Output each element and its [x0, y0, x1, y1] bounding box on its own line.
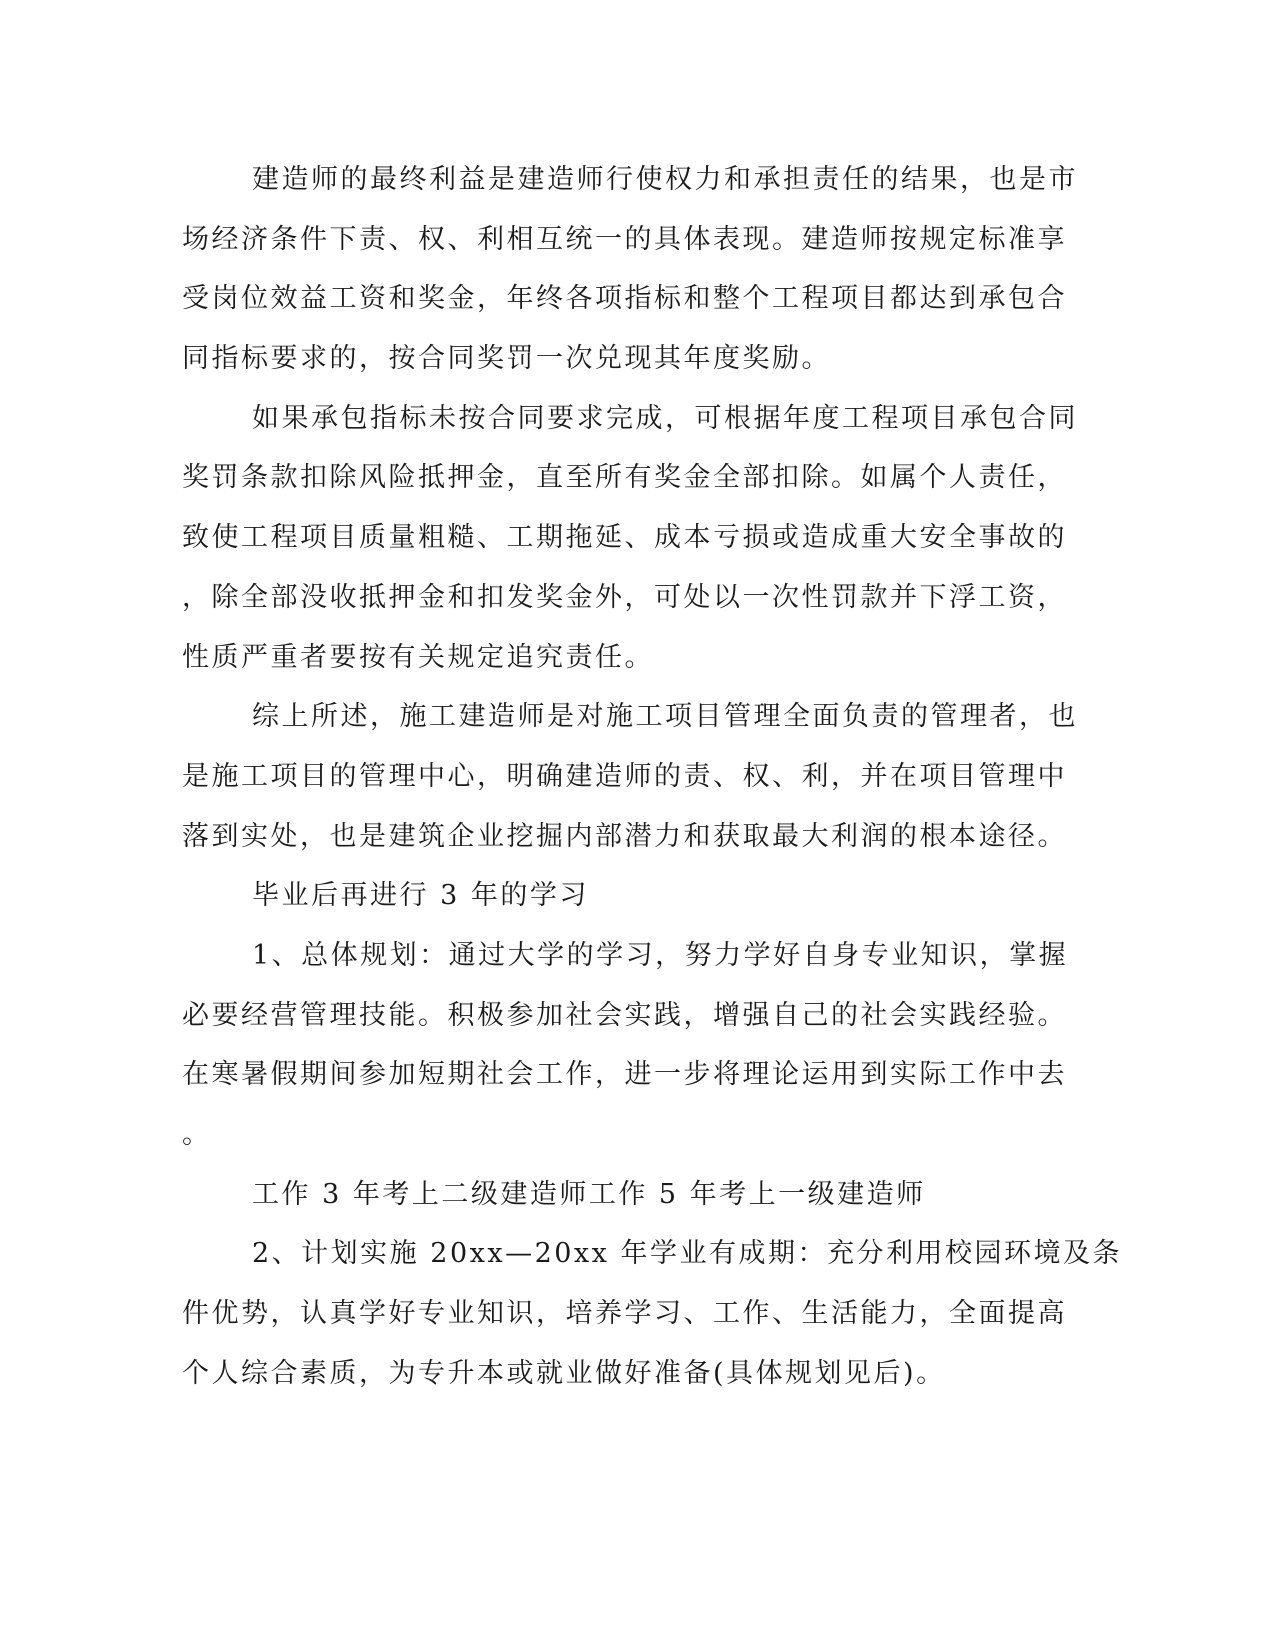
paragraph-line: 致使工程项目质量粗糙、工期拖延、成本亏损或造成重大安全事故的	[182, 522, 1067, 554]
document-page	[182, 150, 1122, 1403]
paragraph-line: 场经济条件下责、权、利相互统一的具体表现。建造师按规定标准享	[182, 223, 1067, 255]
paragraph-line: 。	[182, 1119, 212, 1150]
paragraph-line: 综上所述，施工建造师是对施工项目管理全面负责的管理者，也	[252, 701, 1078, 733]
paragraph-line: 性质严重者要按有关规定追究责任。	[182, 641, 654, 673]
paragraph-line: 落到实处，也是建筑企业挖掘内部潜力和获取最大利润的根本途径。	[182, 820, 1067, 852]
paragraph-line: 受岗位效益工资和奖金，年终各项指标和整个工程项目都达到承包合	[182, 283, 1067, 315]
paragraph-line: 1、总体规划：通过大学的学习，努力学好自身专业知识，掌握	[252, 939, 1069, 971]
paragraph-line: 是施工项目的管理中心，明确建造师的责、权、利，并在项目管理中	[182, 760, 1067, 792]
paragraph-line: 奖罚条款扣除风险抵押金，直至所有奖金全部扣除。如属个人责任，	[182, 462, 1067, 494]
paragraph-line: 同指标要求的，按合同奖罚一次兑现其年度奖励。	[182, 343, 831, 375]
paragraph-line: 必要经营管理技能。积极参加社会实践，增强自己的社会实践经验。	[182, 999, 1067, 1031]
paragraph-line: ，除全部没收抵押金和扣发奖金外，可处以一次性罚款并下浮工资，	[182, 581, 1067, 613]
paragraph-line: 在寒暑假期间参加短期社会工作，进一步将理论运用到实际工作中去	[182, 1059, 1067, 1091]
paragraph-line: 2、计划实施 20xx—20xx 年学业有成期：充分利用校园环境及条	[252, 1238, 1122, 1270]
paragraph-line: 如果承包指标未按合同要求完成，可根据年度工程项目承包合同	[252, 402, 1078, 434]
paragraph-line: 建造师的最终利益是建造师行使权力和承担责任的结果，也是市	[252, 164, 1078, 195]
paragraph-line: 个人综合素质，为专升本或就业做好准备(具体规划见后)。	[182, 1357, 946, 1389]
paragraph-line: 件优势，认真学好专业知识，培养学习、工作、生活能力，全面提高	[182, 1298, 1067, 1330]
section-heading: 工作 3 年考上二级建造师工作 5 年考上一级建造师	[252, 1178, 926, 1210]
section-heading: 毕业后再进行 3 年的学习	[252, 880, 589, 912]
